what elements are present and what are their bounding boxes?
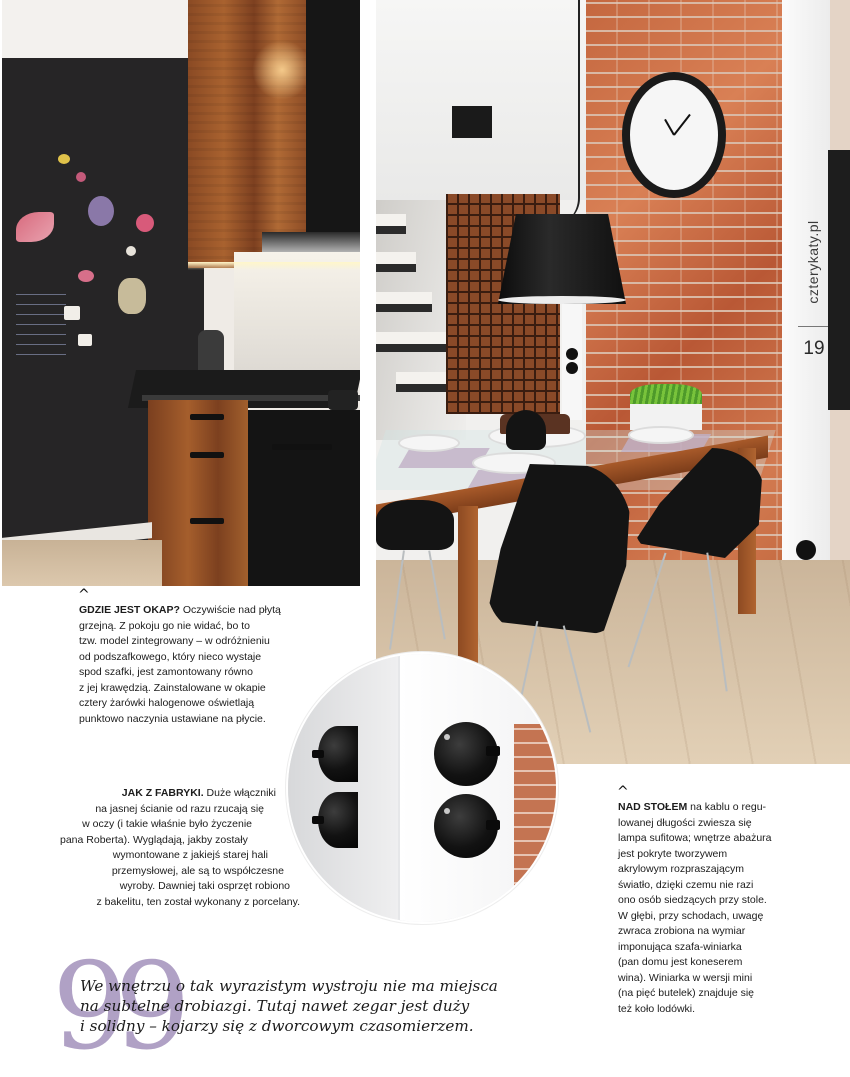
switch-toggle: [486, 746, 500, 756]
drawer-handle: [190, 452, 224, 458]
brick-edge: [514, 724, 556, 924]
magnet-pink: [76, 172, 86, 182]
switch-toggle: [312, 750, 324, 758]
switch-toggle: [312, 816, 324, 824]
switch-screw: [444, 734, 450, 740]
caption-line: [618, 800, 772, 816]
stair-step: [376, 292, 432, 304]
lamp-diffuser: [498, 296, 626, 304]
caption-line: zwraca zrobiona na wymiar: [618, 925, 746, 937]
caption-line: jest pokryte tworzywem: [618, 847, 728, 860]
caption-rest: Oczywiście nad płytą: [179, 604, 281, 616]
plate: [398, 434, 460, 452]
caption-line: wyroby. Dawniej taki osprzęt robiono: [119, 880, 290, 892]
switch-detail-photo: [286, 652, 558, 924]
magnet-note: [78, 334, 92, 346]
caption-line: na jasnej ścianie od razu rzucają się: [95, 802, 264, 815]
under-cabinet-light: [188, 262, 360, 270]
caption-line: w oczy (i takie właśnie było życzenie: [82, 818, 252, 830]
switch-wall: [562, 300, 582, 420]
pull-quote: [80, 976, 498, 1036]
caption-line: lampa sufitowa; wnętrze abażura: [618, 832, 772, 844]
cherry-magnet: [136, 214, 154, 232]
black-chair: [376, 500, 454, 550]
caption-line: z jej krawędzią. Zainstalowane w okapie: [79, 681, 266, 694]
caption-line: akrylowym rozpraszającym: [618, 863, 745, 875]
caption-line: światło, dzięki czemu nie razi: [618, 878, 754, 891]
caption-line: punktowo naczynia ustawiane na płycie.: [79, 712, 266, 725]
porcelain-switch: [318, 726, 358, 782]
sidebar: [800, 212, 826, 322]
switch-screw: [444, 808, 450, 814]
chalk-writing: [16, 290, 66, 364]
caption-line: tzw. model zintegrowany – w odróżnieniu: [79, 635, 270, 647]
wood-floor: [2, 540, 162, 586]
quote-mark-icon: 99: [52, 938, 177, 1077]
caret-up-icon: ^: [617, 784, 629, 800]
stair-step: [376, 344, 456, 352]
stair-step: [376, 332, 456, 344]
page-number: 19: [803, 338, 825, 359]
caption-rest: na kablu o regu-: [687, 801, 767, 813]
caption-line: (na pięć butelek) znajduje się: [618, 987, 754, 999]
caption-line: W głębi, przy schodach, uwagę: [618, 909, 764, 922]
stair-step: [376, 252, 416, 264]
light-switch: [566, 348, 578, 360]
caption-line: też koło lodówki.: [618, 1002, 696, 1015]
caption-rest: Duże włączniki: [203, 787, 276, 799]
plate: [628, 426, 694, 444]
cabinet-light-glow: [252, 40, 312, 100]
caption-line: wymontowane z jakiejś starej hali: [112, 849, 268, 861]
pot: [328, 390, 358, 410]
drawer-handle: [190, 518, 224, 524]
drawer-handle: [190, 414, 224, 420]
light-switch: [566, 362, 578, 374]
ceiling-spotlight: [452, 106, 492, 138]
table-leg: [458, 506, 478, 676]
shadow-wall: [288, 654, 398, 922]
caption-lead: NAD STOŁEM: [618, 801, 688, 813]
caption-line: spod szafki, jest zamontowany równo: [79, 666, 253, 678]
stair-step: [376, 304, 432, 312]
fridge: [828, 150, 850, 410]
sidebar-divider: [798, 326, 828, 327]
pull-quote-line: na subtelne drobiazgi. Tutaj nawet zegar jest duży: [80, 997, 470, 1015]
pineapple-magnet: [118, 278, 146, 314]
lower-wood-drawers: [148, 400, 248, 586]
pull-quote-line: i solidny – kojarzy się z dworcowym czasomierzem.: [80, 1017, 474, 1035]
caption-line: [60, 786, 300, 802]
lamp-cable: [552, 0, 580, 226]
caption-line: (pan domu jest koneserem: [618, 956, 743, 968]
caption-line: wina). Winiarka w wersji mini: [618, 971, 753, 984]
integrated-hood: [262, 232, 360, 254]
caption-lead: GDZIE JEST OKAP?: [79, 604, 180, 616]
caption-line: z bakelitu, ten został wykonany z porcelany.: [96, 895, 300, 908]
caption-line: [79, 603, 281, 619]
caption-line: grzejną. Z pokoju go nie widać, bo to: [79, 619, 251, 632]
caret-up-icon: ^: [78, 587, 90, 603]
magnet-note: [64, 306, 80, 320]
pendant-lamp: [498, 214, 626, 304]
switch-toggle: [486, 820, 500, 830]
caption-fabryka: [60, 786, 300, 910]
caption-line: imponująca szafa-winiarka: [618, 940, 742, 953]
caption-line: od podszafkowego, który nieco wystaje: [79, 650, 262, 663]
wall-socket: [796, 540, 816, 560]
caption-line: lowanej długości zwiesza się: [618, 816, 752, 829]
upper-black-cabinet: [306, 0, 360, 242]
grapes-magnet: [88, 196, 114, 226]
oven-handle: [272, 444, 332, 450]
porcelain-switch: [318, 792, 358, 848]
caption-line: ono osób siedzących przy stole.: [618, 894, 767, 906]
site-name: czterykaty.pl: [805, 220, 821, 304]
caption-lead: JAK Z FABRYKI.: [121, 787, 204, 799]
caption-okap: [79, 603, 281, 727]
caption-stol: [618, 800, 772, 1017]
kettle: [198, 330, 224, 374]
stair-step: [376, 264, 416, 272]
magnet-yellow: [58, 154, 70, 164]
caption-line: cztery żarówki halogenowe oświetlają: [79, 697, 255, 709]
magnet-berries: [78, 270, 94, 282]
dining-photo: [376, 0, 850, 764]
stair-step: [376, 226, 406, 234]
black-chair: [506, 410, 546, 450]
stair-step: [376, 214, 406, 226]
caption-line: pana Roberta). Wyglądają, jakby zostały: [60, 833, 248, 846]
black-oven-cabinet: [248, 410, 360, 586]
caption-line: przemysłowej, ale są to współczesne: [111, 864, 284, 877]
glass-backsplash: [234, 252, 360, 380]
magnet-white: [126, 246, 136, 256]
pull-quote-line: We wnętrzu o tak wyrazistym wystroju nie ma miejsca: [80, 977, 498, 995]
kitchen-photo: [2, 0, 360, 586]
